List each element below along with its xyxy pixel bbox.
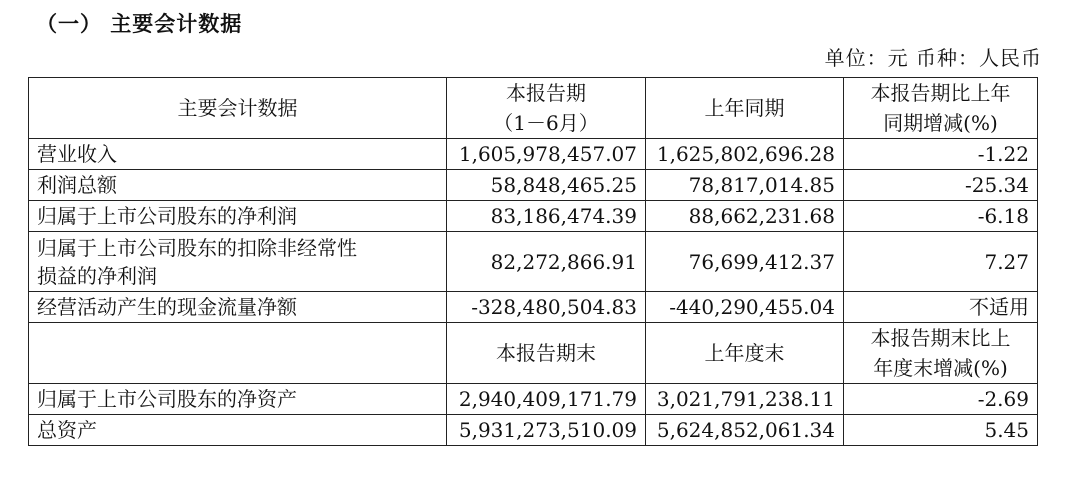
header-current-period-line1: 本报告期 <box>506 81 586 105</box>
row-label: 经营活动产生的现金流量净额 <box>29 292 447 323</box>
row-change-value: 7.27 <box>844 232 1038 292</box>
header-change <box>844 78 1038 139</box>
row-label-line1: 归属于上市公司股东的扣除非经常性 <box>37 235 357 260</box>
table-subheader-row <box>29 323 1038 384</box>
row-change-value: -1.22 <box>844 139 1038 170</box>
table-row <box>29 384 1038 415</box>
table-row <box>29 415 1038 446</box>
row-change-value: -2.69 <box>844 384 1038 415</box>
row-label: 归属于上市公司股东的净利润 <box>29 201 447 232</box>
row-current-value: 82,272,866.91 <box>447 232 646 292</box>
accounting-data-table <box>28 77 1038 446</box>
header-current-period-line2: （1－6月） <box>493 111 599 135</box>
subheader-change-line2: 年度末增减(%) <box>873 356 1008 380</box>
row-current-value: 2,940,409,171.79 <box>447 384 646 415</box>
row-change-value: 不适用 <box>844 292 1038 323</box>
row-label: 营业收入 <box>29 139 447 170</box>
table-row <box>29 139 1038 170</box>
row-current-value: -328,480,504.83 <box>447 292 646 323</box>
row-current-value: 1,605,978,457.07 <box>447 139 646 170</box>
header-item: 主要会计数据 <box>29 78 447 139</box>
table-header-row <box>29 78 1038 139</box>
row-current-value: 58,848,465.25 <box>447 170 646 201</box>
row-label: 归属于上市公司股东的净资产 <box>29 384 447 415</box>
table-row <box>29 201 1038 232</box>
row-label: 总资产 <box>29 415 447 446</box>
table-row <box>29 170 1038 201</box>
row-prior-value: 76,699,412.37 <box>646 232 844 292</box>
unit-currency-note: 单位：元 币种：人民币 <box>824 46 1042 70</box>
subheader-empty <box>29 323 447 384</box>
subheader-change <box>844 323 1038 384</box>
row-current-value: 5,931,273,510.09 <box>447 415 646 446</box>
header-change-line1: 本报告期比上年 <box>870 81 1011 105</box>
row-current-value: 83,186,474.39 <box>447 201 646 232</box>
table-row <box>29 232 1038 292</box>
row-change-value: -25.34 <box>844 170 1038 201</box>
subheader-change-line1: 本报告期末比上 <box>870 326 1011 350</box>
row-label <box>29 232 447 292</box>
row-label: 利润总额 <box>29 170 447 201</box>
row-change-value: -6.18 <box>844 201 1038 232</box>
row-prior-value: 78,817,014.85 <box>646 170 844 201</box>
header-current-period <box>447 78 646 139</box>
subheader-prior-year-end: 上年度末 <box>646 323 844 384</box>
header-prior-period: 上年同期 <box>646 78 844 139</box>
section-title: （一） 主要会计数据 <box>36 12 243 36</box>
row-prior-value: 5,624,852,061.34 <box>646 415 844 446</box>
row-prior-value: 88,662,231.68 <box>646 201 844 232</box>
row-change-value: 5.45 <box>844 415 1038 446</box>
header-change-line2: 同期增减(%) <box>883 111 998 135</box>
row-prior-value: 3,021,791,238.11 <box>646 384 844 415</box>
row-prior-value: -440,290,455.04 <box>646 292 844 323</box>
row-prior-value: 1,625,802,696.28 <box>646 139 844 170</box>
row-label-line2: 损益的净利润 <box>37 263 157 288</box>
subheader-period-end: 本报告期末 <box>447 323 646 384</box>
table-row <box>29 292 1038 323</box>
